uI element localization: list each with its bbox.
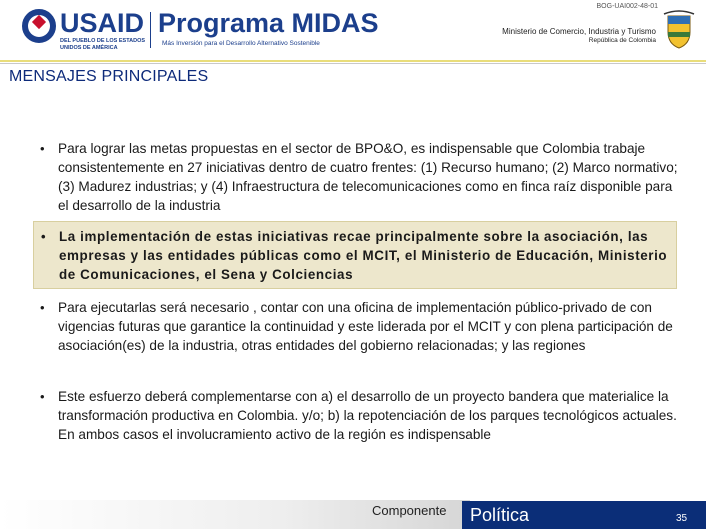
- usaid-tagline: DEL PUEBLO DE LOS ESTADOS UNIDOS DE AMÉRICA: [60, 38, 146, 51]
- colombia-shield-icon: [662, 10, 696, 50]
- bullet-item: [40, 298, 680, 355]
- footer-component-label: Componente: [372, 503, 447, 518]
- bullet-text: Este esfuerzo deberá complementarse con a) el desarrollo de un proyecto bandera que materialice la transformación productiva en Colombia. y/o; b) la repotenciación de los parques tecnológicos actuales. En ambos casos el involucramiento activo de la región es indispensable: [58, 389, 677, 442]
- bullet-item: [40, 387, 680, 444]
- program-logo-text: Programa MIDAS: [158, 8, 379, 38]
- logo-divider: [150, 12, 151, 48]
- bullet-text: Para lograr las metas propuestas en el sector de BPO&O, es indispensable que Colombia trabaje consistentemente en 27 iniciativas dentro de cuatro frentes: (1) Recurso humano; (2) Marco normativo; (3) Madurez industrias; y (4) Infraestructura de telecomunicaciones como en finca raíz disponible para el desarrollo de la industria: [58, 141, 678, 213]
- ministry-name: Ministerio de Comercio, Industria y Turismo: [502, 27, 656, 36]
- footer-section-label: Política: [470, 505, 530, 525]
- document-code: BOG-UAI002-48-01: [596, 3, 658, 10]
- program-tagline: Más Inversión para el Desarrollo Alternativo Sostenible: [162, 40, 320, 47]
- header-rule: [0, 60, 706, 62]
- page-number: 35: [676, 513, 688, 524]
- bullet-dot: •: [40, 300, 45, 315]
- bullet-dot: •: [40, 389, 45, 404]
- bullet-text: La implementación de estas iniciativas recae principalmente sobre la asociación, las empresas y las entidades públicas como el MCIT, el Ministerio de Educación, Ministerio de Comunicaciones, el Sena y Colciencias: [59, 229, 668, 282]
- bullet-item: [40, 139, 680, 215]
- bullet-text: Para ejecutarlas será necesario , contar con una oficina de implementación público-privado de con vigencias futuras que garantice la continuidad y este liderada por el MCIT y con plena participación de asociación(es) de la industria, otras entidades del gobierno relacionadas; y las regiones: [58, 300, 673, 353]
- bullet-dot: •: [41, 229, 47, 244]
- bullet-dot: •: [40, 141, 45, 156]
- usaid-logo-text: USAID: [60, 8, 145, 38]
- republic-name: República de Colombia: [588, 37, 656, 44]
- slide-header: [0, 0, 706, 62]
- bullet-item-highlighted: [33, 221, 677, 289]
- slide-title: MENSAJES PRINCIPALES: [9, 68, 209, 85]
- header-rule-secondary: [0, 63, 706, 64]
- usaid-seal-icon: [22, 9, 56, 43]
